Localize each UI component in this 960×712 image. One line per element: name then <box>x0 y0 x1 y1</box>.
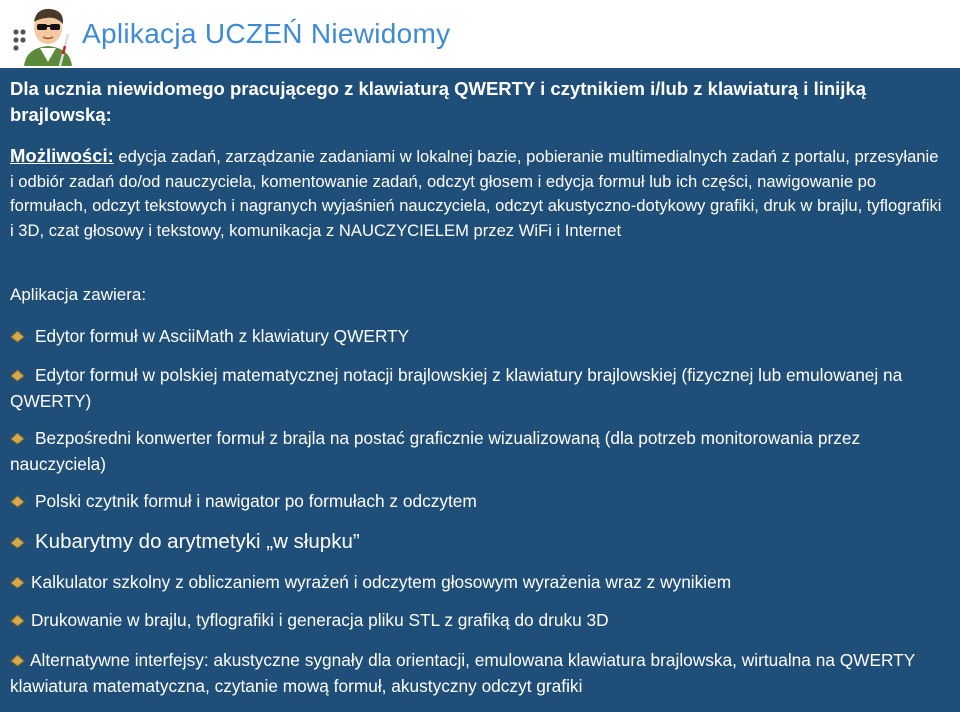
list-item-label: Bezpośredni konwerter formuł z brajla na postać graficznie wizualizowaną (dla potrzeb monitorowania przez nauczyciela) <box>10 428 861 474</box>
list-item <box>10 362 950 414</box>
page-title: Aplikacja UCZEŃ Niewidomy <box>82 18 451 49</box>
blind-student-logo-icon <box>10 4 74 66</box>
capabilities-heading: Możliwości: <box>10 145 114 166</box>
list-item <box>10 529 950 555</box>
bullet-icon <box>10 432 25 445</box>
list-item-label: Edytor formuł w polskiej matematycznej notacji brajlowskiej z klawiatury brajlowskiej (fizycznej lub emulowanej na QWERTY) <box>10 365 903 411</box>
list-item-label: Kalkulator szkolny z obliczaniem wyrażeń i odczytem głosowym wyrażenia wraz z wynikiem <box>31 572 732 592</box>
bullet-icon <box>10 614 25 627</box>
intro-text: Dla ucznia niewidomego pracującego z klawiaturą QWERTY i czytnikiem i/lub z klawiaturą i linijką brajlowską: <box>10 78 867 125</box>
list-item-label: Kubarytmy do arytmetyki „w słupku” <box>35 530 360 553</box>
contains-label: Aplikacja zawiera: <box>10 285 147 304</box>
list-item <box>10 488 950 514</box>
bullet-icon <box>10 495 25 508</box>
capabilities-text <box>10 144 945 243</box>
list-item-label: Edytor formuł w AsciiMath z klawiatury QWERTY <box>35 326 410 346</box>
list-item-label: Drukowanie w brajlu, tyflografiki i generacja pliku STL z grafiką do druku 3D <box>31 610 609 630</box>
bullet-icon <box>10 369 25 382</box>
list-item <box>10 647 950 699</box>
list-item <box>10 607 950 633</box>
bullet-icon <box>10 654 25 667</box>
bullet-icon <box>10 330 25 343</box>
header <box>0 0 960 68</box>
list-item-label: Polski czytnik formuł i nawigator po formułach z odczytem <box>35 491 477 511</box>
list-item-label: Alternatywne interfejsy: akustyczne sygnały dla orientacji, emulowana klawiatura brajlowska, wirtualna na QWERTY klawiatura matematyczna, czytanie mową formuł, akustyczny odczyt grafiki <box>10 650 915 696</box>
list-item <box>10 323 950 349</box>
capabilities-body: edycja zadań, zarządzanie zadaniami w lokalnej bazie, pobieranie multimedialnych zadań z portalu, przesyłanie i odbiór zadań do/od nauczyciela, komentowanie zadań, odczyt głosem i edycja formuł lub ich części, nawigowanie po formułach, odczyt tekstowych i nagranych wyjaśnień nauczyciela, odczyt akustyczno-dotykowy grafiki, druk w brajlu, tyflografiki i 3D, czat głosowy i tekstowy, komunikacja z NAUCZYCIELEM przez WiFi i Internet <box>10 147 942 240</box>
bullet-icon <box>10 576 25 589</box>
list-item <box>10 425 950 477</box>
bullet-icon <box>10 536 25 549</box>
list-item <box>10 569 950 595</box>
content-panel <box>0 68 960 712</box>
